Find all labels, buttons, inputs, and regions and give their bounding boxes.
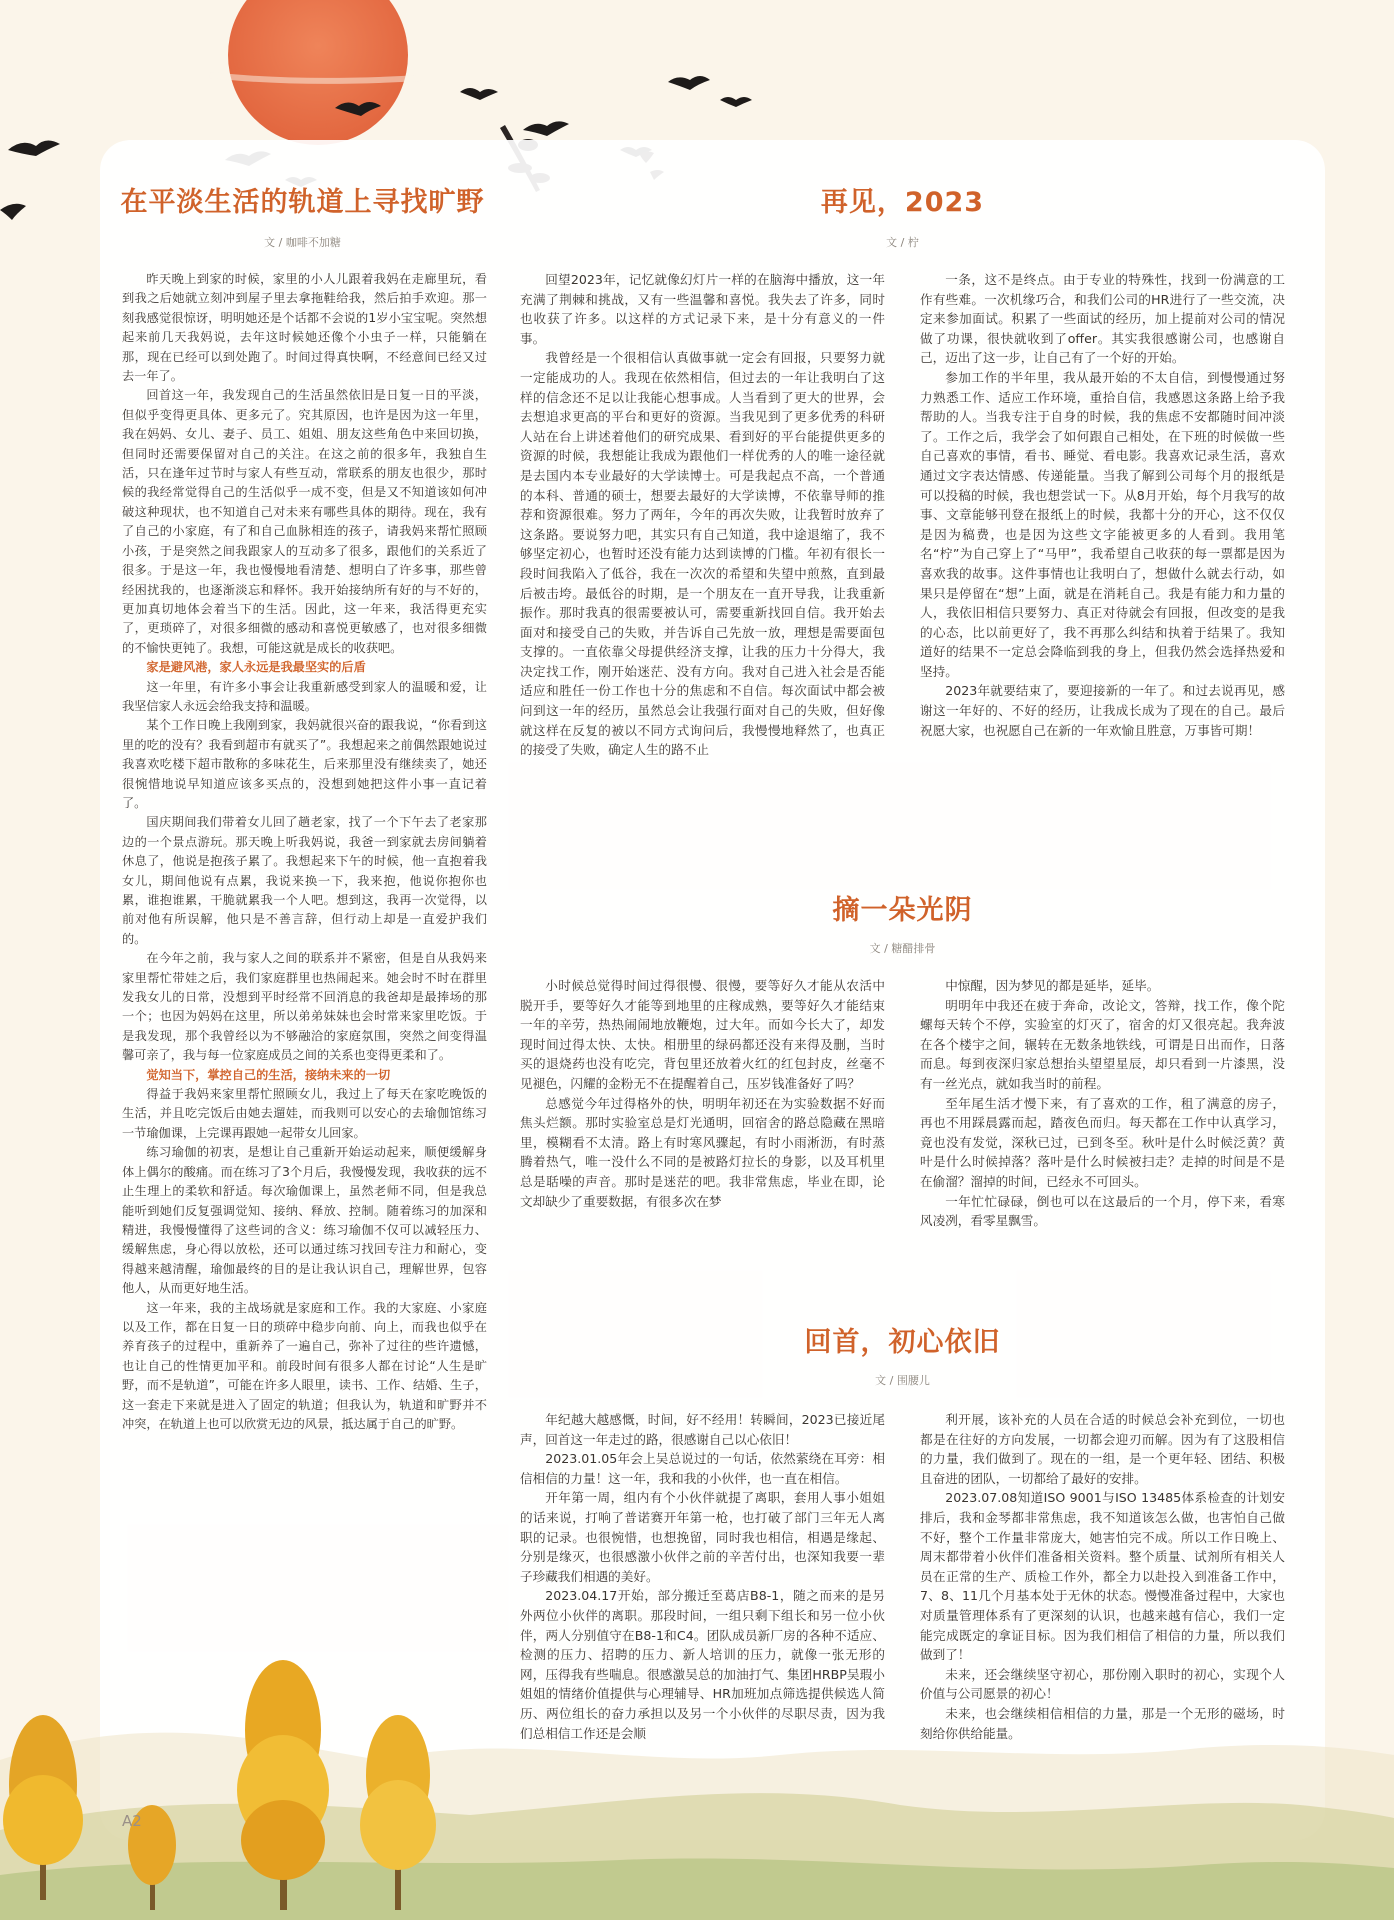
article-byline: 文 / 糖醋排骨 — [869, 942, 936, 955]
paragraph: 某个工作日晚上我刚到家，我妈就很兴奋的跟我说，“你看到这里的吃的没有？我看到超市有就买了”。我想起来之前偶然跟她说过我喜欢吃楼下超市散称的多味花生，后来那里没有继续卖了，她还很惋惜地说早知道应该多买点的，没想到她把这件小事一直记着了。 — [122, 718, 487, 810]
paragraph: 国庆期间我们带着女儿回了趟老家，找了一个下午去了老家那边的一个景点游玩。那天晚上听我妈说，我爸一到家就去房间躺着休息了，他说是抱孩子累了。我想起来下午的时候，他一直抱着我女儿，期间他说有点累，我说来换一下，我来抱，他说你抱你也累，谁抱谁累，干脆就累我一个人吧。想到这，我再一次觉得，以前对他有所误解，他只是不善言辞，但行动上却是一直爱护我们的。 — [122, 815, 487, 946]
paragraph: 明明年中我还在疲于奔命，改论文，答辩，找工作，像个陀螺每天转个不停，实验室的灯灭了，宿舍的灯又很亮起。我奔波在各个楼宇之间，辗转在无数条地铁线，可谓是日出而作，日落而息。每到夜深归家总想抬头望望星辰，却只看到一片漆黑，没有一丝光点，就如我当时的前程。 — [920, 997, 1285, 1091]
article-byline: 文 / 咖啡不加糖 — [264, 236, 341, 249]
article-title: 摘一朵光阴 — [832, 895, 973, 926]
paragraph: 昨天晚上到家的时候，家里的小人儿跟着我妈在走廊里玩，看到我之后她就立刻冲到屋子里去拿拖鞋给我，然后拍手欢迎。那一刻我感觉很惊讶，明明她还是个话都不会说的1岁小宝宝呢。突然想起来前几天我妈说，去年这时候她还像个小虫子一样，只能躺在那，现在已经可以到处跑了。时间过得真快啊，不经意间已经又过去一年了。 — [122, 272, 487, 384]
paragraph: 中惊醒，因为梦见的都是延毕，延毕。 — [945, 978, 1160, 993]
article-column — [920, 976, 1285, 1231]
paragraph: 这一年里，有许多小事会让我重新感受到家人的温暖和爱，让我坚信家人永远会给我支持和温暖。 — [122, 679, 487, 713]
article-column — [920, 270, 1285, 740]
paragraph: 未来，还会继续坚守初心，那份刚入职时的初心，实现个人价值与公司愿景的初心！ — [920, 1666, 1285, 1702]
paragraph: 至年尾生活才慢下来，有了喜欢的工作，租了满意的房子，再也不用踩晨露而起，踏夜色而归。每天都在工作中认真学习，竟也没有发觉，深秋已过，已到冬至。秋叶是什么时候泛黄？黄叶是什么时候掉落？落叶是什么时候被扫走？走掉的时间是不是在偷溜？溜掉的时间，已经永不可回头。 — [920, 1095, 1285, 1189]
article-title: 回首，初心依旧 — [804, 1327, 1001, 1358]
paragraph: 练习瑜伽的初衷，是想让自己重新开始运动起来，顺便缓解身体上偶尔的酸痛。而在练习了3个月后，我慢慢发现，我收获的远不止生理上的柔软和舒适。每次瑜伽课上，虽然老师不同，但是我总能听到她们反复强调觉知、接纳、释放、控制。随着练习的加深和精进，我慢慢懂得了这些词的含义：练习瑜伽不仅可以减轻压力、缓解焦虑，身心得以放松，还可以通过练习找回专注力和耐心，变得越来越清醒，瑜伽最终的目的是让我认识自己，理解世界，包容他人，从而更好地生活。 — [122, 1145, 487, 1296]
section-heading: 觉知当下，掌控自己的生活，接纳未来的一切 — [146, 1067, 391, 1082]
paragraph: 这一年来，我的主战场就是家庭和工作。我的大家庭、小家庭以及工作，都在日复一日的琐碎中稳步向前、向上，而我也似乎在养育孩子的过程中，重新养了一遍自己，弥补了过往的些许遗憾，也让自己的性情更加平和。前段时间有很多人都在讨论“人生是旷野，而不是轨道”，可能在许多人眼里，读书、工作、结婚、生子，这一套走下来就是进入了固定的轨道；但我认为，轨道和旷野并不冲突，在轨道上也可以欣赏无边的风景，抵达属于自己的旷野。 — [122, 1300, 487, 1431]
paragraph: 参加工作的半年里，我从最开始的不太自信，到慢慢通过努力熟悉工作、适应工作环境，重拾自信，我感恩这条路上给予我帮助的人。当我专注于自身的时候，我的焦虑不安都随时间冲淡了。工作之后，我学会了如何跟自己相处，在下班的时候做一些自己喜欢的事情，看书、睡觉、看电影。我喜欢记录生活，喜欢通过文字表达情感、传递能量。当我了解到公司每个月的报纸是可以投稿的时候，我也想尝试一下。从8月开始，每个月我写的故事、文章能够刊登在报纸上的时候，我都十分的开心，这不仅仅是因为稿费，也是因为这些文字能被更多的人看到。我用笔名“柠”为自己穿上了“马甲”，我希望自己收获的每一票都是因为喜欢我的故事。这件事情也让我明白了，想做什么就去行动，如果只是停留在“想”上面，就是在消耗自己。我是有能力和力量的人，我依旧相信只要努力、真正对待就会有回报，但改变的是我的心态，比以前更好了，我不再那么纠结和执着于结果了。我知道好的结果不一定总会降临到我的身上，但我仍然会选择热爱和坚持。 — [920, 369, 1285, 679]
paragraph: 回望2023年，记忆就像幻灯片一样的在脑海中播放，这一年充满了荆棘和挑战，又有一些温馨和喜悦。我失去了许多，同时也收获了许多。以这样的方式记录下来，是十分有意义的一件事。 — [520, 272, 885, 346]
paragraph: 总感觉今年过得格外的快，明明年初还在为实验数据不好而焦头烂额。那时实验室总是灯光通明，回宿舍的路总隐藏在黑暗里，模糊看不太清。路上有时寒风骤起，有时小雨淅沥，有时蒸腾着热气，唯一没什么不同的是被路灯拉长的身影，以及耳机里总是聒噪的声音。那时是迷茫的吧。我非常焦虑，毕业在即，论文却缺少了重要数据，有很多次在梦 — [520, 1095, 885, 1209]
paragraph: 2023年就要结束了，要迎接新的一年了。和过去说再见，感谢这一年好的、不好的经历，让我成长成为了现在的自己。最后祝愿大家，也祝愿自己在新的一年欢愉且胜意，万事皆可期！ — [920, 683, 1285, 738]
paragraph: 年纪越大越感慨，时间，好不经用！转瞬间，2023已接近尾声，回首这一年走过的路，很感谢自己以心依旧！ — [520, 1412, 885, 1447]
section-heading: 家是避风港，家人永远是我最坚实的后盾 — [146, 660, 366, 675]
article-byline: 文 / 围腰儿 — [875, 1374, 930, 1387]
article-column — [920, 1410, 1285, 1743]
paragraph: 得益于我妈来家里帮忙照顾女儿，我过上了每天在家吃晚饭的生活，并且吃完饭后由她去遛娃，而我则可以安心的去瑜伽馆练习一节瑜伽课，上完课再跟她一起带女儿回家。 — [122, 1087, 487, 1140]
paragraph: 2023.04.17开始，部分搬迁至葛店B8-1，随之而来的是另外两位小伙伴的离职。那段时间，一组只剩下组长和另一位小伙伴，两人分别值守在B8-1和C4。团队成员新厂房的各种不适应、检测的压力、招聘的压力、新人培训的压力，就像一张无形的网，压得我有些喘息。很感激吴总的加油打气、集团HRBP吴瑕小姐姐的情绪价值提供与心理辅导、HR加班加点筛选提供候选人简历、两位组长的奋力承担以及另一个小伙伴的尽职尽责，因为我们总相信工作还是会顺 — [520, 1588, 885, 1741]
paragraph: 小时候总觉得时间过得很慢、很慢，要等好久才能从农活中脱开手，要等好久才能等到地里的庄稼成熟，要等好久才能结束一年的辛劳，热热闹闹地放鞭炮，过大年。而如今长大了，却发现时间过得太快、太快。相册里的绿码都还没有来得及删，当时买的退烧药也没有吃完，背包里还放着火红的红包封皮，丝毫不见褪色，闪耀的金粉无不在提醒着自己，压岁钱准备好了吗？ — [520, 978, 885, 1091]
article-title: 在平淡生活的轨道上寻找旷野 — [120, 187, 485, 218]
paragraph: 一年忙忙碌碌，倒也可以在这最后的一个月，停下来，看寒风凌冽，看零星飘雪。 — [920, 1193, 1285, 1229]
article-title: 再见，2023 — [820, 187, 985, 218]
article-column — [520, 976, 885, 1211]
article-column — [520, 270, 885, 760]
article-column — [122, 270, 487, 1434]
article-column — [520, 1410, 885, 1743]
article-byline: 文 / 柠 — [886, 236, 919, 249]
paragraph: 回首这一年，我发现自己的生活虽然依旧是日复一日的平淡，但似乎变得更具体、更多元了。究其原因，也许是因为这一年里，我在妈妈、女儿、妻子、员工、姐姐、朋友这些角色中来回切换，但同时还需要保留对自己的关注。在这之前的很多年，我独自生活，只在逢年过节时与家人有些互动，常联系的朋友也很少，那时候的我经常觉得自己的生活似乎一成不变，但是又不知道该如何冲破这种现状，也不知道自己对未来有哪些具体的期待。现在，我有了自己的小家庭，有了和自己血脉相连的孩子，请我妈来帮忙照顾小孩，于是突然之间我跟家人的互动多了很多，跟他们的关系近了很多。于是这一年，我也慢慢地看清楚、想明白了许多事，那些曾经困扰我的，也逐渐淡忘和释怀。我开始接纳所有好的与不好的，更加真切地体会着当下的生活。因此，这一年来，我活得更充实了，更琐碎了，对很多细微的感动和喜悦更敏感了，也对很多细微的不愉快更钝了。我想，可能这就是成长的收获吧。 — [122, 388, 487, 655]
paragraph: 一条，这不是终点。由于专业的特殊性，找到一份满意的工作有些难。一次机缘巧合，和我们公司的HR进行了一些交流，决定来参加面试。积累了一些面试的经历，加上提前对公司的情况做了功课，很快就收到了offer。其实我很感谢公司，也感谢自己，迈出了这一步，让自己有了一个好的开始。 — [920, 272, 1285, 366]
paragraph: 在今年之前，我与家人之间的联系并不紧密，但是自从我妈来家里帮忙带娃之后，我们家庭群里也热闹起来。她会时不时在群里发我女儿的日常，没想到平时经常不回消息的我爸却是最捧场的那一个；也因为妈妈在这里，所以弟弟妹妹也会时常来家里吃饭。于是我发现，那个我曾经以为不够融洽的家庭氛围，突然之间变得温馨可亲了，我与每一位家庭成员之间的关系也变得更柔和了。 — [122, 951, 487, 1063]
paragraph: 利开展，该补充的人员在合适的时候总会补充到位，一切也都是在往好的方向发展，一切都会迎刃而解。因为有了这股相信的力量，我们做到了。现在的一组，是一个更年轻、团结、积极且奋进的团队，一切都给了最好的安排。 — [920, 1412, 1285, 1486]
paragraph: 2023.07.08知道ISO 9001与ISO 13485体系检查的计划安排后，我和金琴都非常焦虑，我不知道该怎么做，也害怕自己做不好，整个工作量非常庞大，她害怕完不成。所以工作日晚上、周末都带着小伙伴们准备相关资料。整个质量、试剂所有相关人员在正常的生产、质检工作外，都全力以赴投入到准备工作中，7、8、11几个月基本处于无休的状态。慢慢准备过程中，大家也对质量管理体系有了更深刻的认识，也越来越有信心，我们一定能完成既定的拿证目标。因为我们相信了相信的力量，所以我们做到了！ — [920, 1490, 1285, 1663]
paragraph: 我曾经是一个很相信认真做事就一定会有回报，只要努力就一定能成功的人。我现在依然相信，但过去的一年让我明白了这样的信念还不足以让我能心想事成。人当看到了更大的世界，会去想追求更高的平台和更好的资源。当我见到了更多优秀的科研人站在台上讲述着他们的研究成果、看到好的平台能提供更多的资源的时候，我想能让我成为跟他们一样优秀的人的唯一途径就是去国内本专业最好的大学读博士。可是我起点不高，一个普通的本科、普通的硕士，想要去最好的大学读博，不依靠导师的推荐和资源很难。努力了两年，今年的再次失败，让我暂时放弃了这条路。要说努力吧，其实只有自己知道，我中途退缩了，我不够坚定初心，也暂时还没有能力达到读博的门槛。年初有很长一段时间我陷入了低谷，我在一次次的希望和失望中煎熬，直到最后被击垮。最低谷的时期，是一个朋友在一直开导我，让我重新振作。那时我真的很需要被认可，需要重新找回自信。我开始去面对和接受自己的失败，并告诉自己先放一放，理想是需要面包支撑的。一直依靠父母提供经济支撑，让我的压力十分得大，我决定找工作，刚开始迷茫、没有方向。我对自己进入社会是否能适应和胜任一份工作也十分的焦虑和不自信。每次面试中都会被问到这一年的经历，虽然总会让我强行面对自己的失败，但好像就这样在反复的被以不同方式询问后，我慢慢地释然了，也真正的接受了失败，确定人生的路不止 — [520, 350, 885, 758]
paragraph: 未来，也会继续相信相信的力量，那是一个无形的磁场，时刻给你供给能量。 — [920, 1705, 1285, 1741]
paragraph: 开年第一周，组内有个小伙伴就提了离职，套用人事小姐姐的话来说，打响了普诺赛开年第一枪，也打破了部门三年无人离职的记录。也很惋惜，也想挽留，同时我也相信，相遇是缘起、分别是缘灭，也很感激小伙伴之前的辛苦付出，也深知我要一辈子珍藏我们相遇的美好。 — [520, 1490, 885, 1584]
page-number: A2 — [122, 1812, 142, 1830]
paragraph: 2023.01.05年会上吴总说过的一句话，依然萦绕在耳旁：相信相信的力量！这一年，我和我的小伙伴，也一直在相信。 — [520, 1451, 885, 1486]
